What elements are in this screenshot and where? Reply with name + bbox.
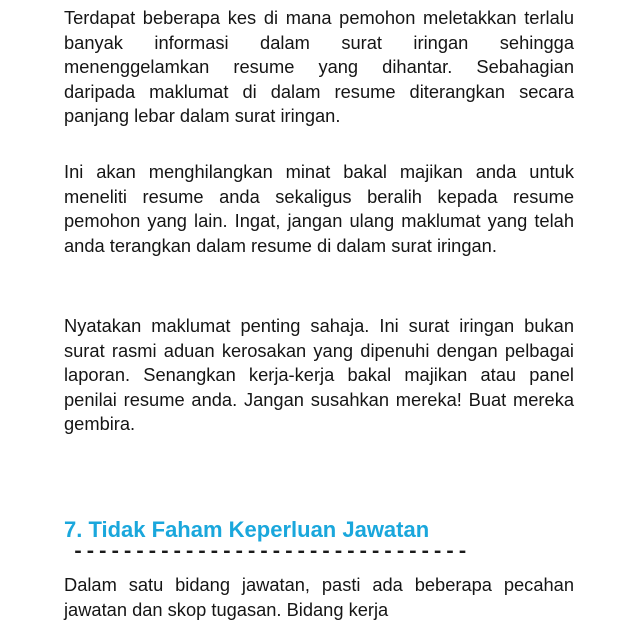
paragraph-important-info-only: Nyatakan maklumat penting sahaja. Ini surat iringan bukan surat rasmi aduan kerosakan yang dipenuhi dengan pelbagai laporan. Senangkan kerja-kerja bakal majikan atau panel penilai resume anda. Jangan susahkan mereka! Buat mereka gembira. bbox=[64, 315, 574, 434]
paragraph-cover-letter-overload: Terdapat beberapa kes di mana pemohon meletakkan terlalu banyak informasi dalam surat iringan sehingga menenggelamkan resume yang dihantar. Sebahagian daripada maklumat di dalam resume diterangkan secara panjang lebar dalam surat iringan. bbox=[64, 7, 574, 126]
dashed-separator: -------------------------------- bbox=[72, 541, 469, 564]
section-paragraph: Dalam satu bidang jawatan, pasti ada beberapa pecahan jawatan dan skop tugasan. Bidang kerja bbox=[64, 574, 574, 620]
section-heading: 7. Tidak Faham Keperluan Jawatan bbox=[64, 517, 430, 542]
paragraph-employer-interest: Ini akan menghilangkan minat bakal majikan anda untuk meneliti resume anda sekaligus beralih kepada resume pemohon yang lain. Ingat, jangan ulang maklumat yang telah anda terangkan dalam resume di dalam surat iringan. bbox=[64, 161, 574, 256]
